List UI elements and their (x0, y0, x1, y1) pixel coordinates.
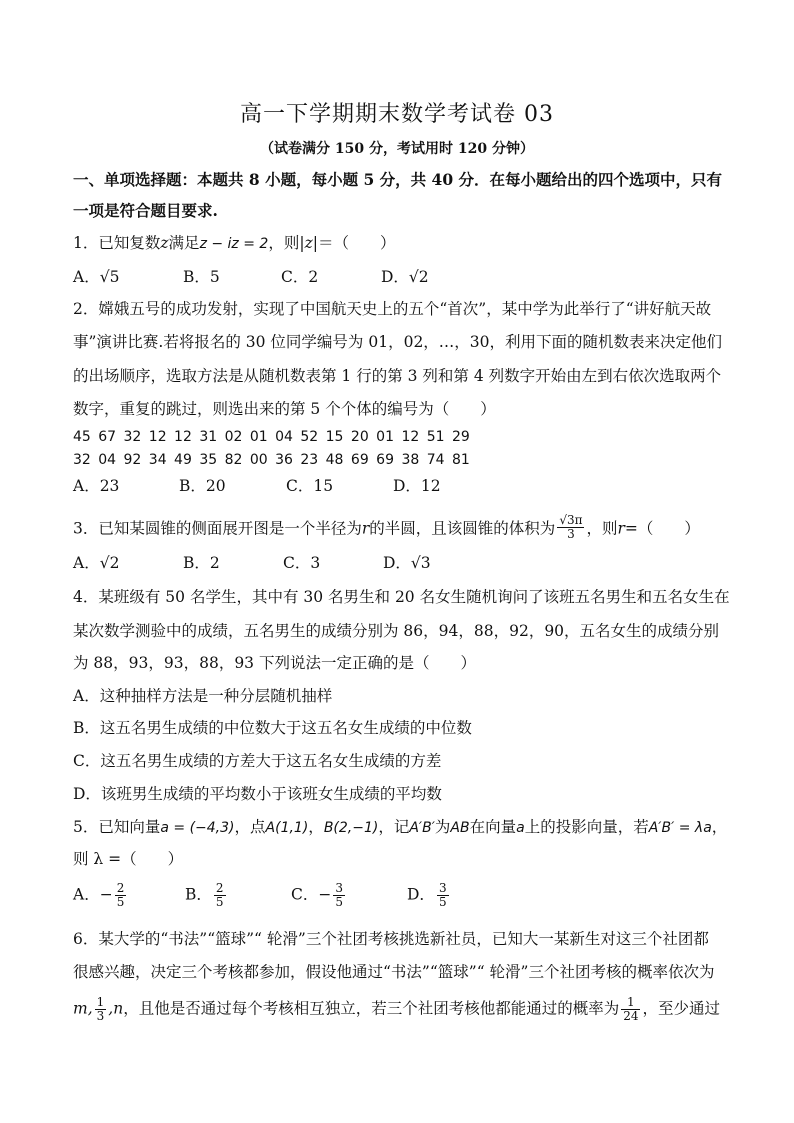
q5-relation: A′B′ = λa (648, 820, 712, 836)
question-6-line1: 6．某大学的“书法”“篮球”“ 轮滑”三个社团考核挑选新社员，已知大一某新生对这三个社团都 (73, 930, 709, 948)
q5-vector-a: a = (−4,3) (160, 820, 235, 836)
q6-var-n: ,n (108, 999, 124, 1018)
q5-c-fraction (333, 882, 345, 909)
section-heading-line2: 一项是符合题目要求. (73, 201, 218, 220)
question-5-stem (73, 820, 727, 836)
q3-text-c: ，则 (586, 519, 618, 538)
q5-vector-a2: a (516, 820, 525, 836)
q3-var-r: r (361, 519, 370, 538)
q6-line3-tail: ，至少通过 (642, 999, 720, 1018)
q2-option-a[interactable]: A．23 (73, 477, 120, 495)
q5-b-den: 5 (215, 895, 224, 910)
q6-24-num: 1 (621, 996, 640, 1010)
q5-a-fraction (115, 882, 127, 909)
q2-option-b[interactable]: B．20 (179, 477, 226, 495)
q5-b-label: B． (185, 885, 212, 904)
q5-point-b: B(2,−1) (323, 820, 379, 836)
section-heading-line1: 一、单项选择题：本题共 8 小题，每小题 5 分，共 40 分．在每小题给出的四个选项中，只有 (73, 170, 723, 189)
q1-var-z: z (160, 234, 169, 252)
q6-fraction-third (95, 996, 107, 1023)
q5-option-d[interactable] (407, 882, 451, 909)
q5-d-fraction (437, 882, 449, 909)
question-4-line2: 某次数学测验中的成绩，五名男生的成绩分别为 86，94，88，92，90，五名女生的成绩分别 (73, 622, 720, 640)
q2-option-d[interactable]: D．12 (393, 477, 441, 495)
page-title: 高一下学期期末数学考试卷 03 (240, 102, 554, 127)
q6-third-num: 1 (96, 995, 105, 1009)
question-2-line1: 2．嫦娥五号的成功发射，实现了中国航天史上的五个“首次”，某中学为此举行了“讲好航天故 (73, 300, 712, 318)
q6-third-den: 3 (96, 1009, 105, 1024)
q5-vector-proj: A′B′ (409, 820, 435, 836)
q5-b-num: 2 (215, 881, 224, 895)
q5-vector-ab: AB (450, 820, 470, 836)
q5-option-a[interactable] (73, 882, 128, 909)
question-3-stem (73, 513, 700, 543)
q5-a-sign: − (99, 885, 113, 904)
question-1-stem (73, 236, 395, 252)
q5-option-b[interactable] (185, 882, 228, 909)
q3-option-d[interactable]: D．√3 (383, 554, 431, 572)
q5-c-den: 5 (335, 895, 344, 910)
question-5-line2: 则 λ =（ ） (73, 850, 184, 868)
q1-text-d: ＝（ ） (317, 234, 396, 252)
q6-fraction-24 (621, 996, 640, 1023)
q5-text-g: 上的投影向量，若 (524, 818, 649, 836)
q5-d-den: 5 (438, 895, 447, 910)
q1-option-b[interactable]: B．5 (183, 268, 220, 286)
q5-text-a: 5．已知向量 (73, 818, 161, 836)
q4-option-a[interactable]: A．这种抽样方法是一种分层随机抽样 (73, 687, 333, 705)
q3-frac-num: √3π (559, 513, 583, 527)
q5-text-b: ，点 (234, 818, 266, 836)
q5-text-e: 为 (434, 818, 451, 836)
q1-abs-z: |z| (299, 234, 318, 252)
q3-option-a[interactable]: A．√2 (73, 554, 120, 572)
question-2-line4: 数字，重复的跳过，则选出来的第 5 个个体的编号为（ ） (73, 400, 496, 418)
q3-text-b: 的半圆，且该圆锥的体积为 (369, 519, 556, 538)
random-table-row-2: 32 04 92 34 49 35 82 00 36 23 48 69 69 38 74 81 (73, 452, 470, 468)
random-table-row-1: 45 67 32 12 12 31 02 01 04 52 15 20 01 12 51 29 (73, 429, 470, 445)
question-6-line3 (73, 996, 720, 1023)
q1-text-b: 满足 (168, 234, 200, 252)
q3-option-b[interactable]: B．2 (183, 554, 220, 572)
q5-text-f: 在向量 (469, 818, 517, 836)
q5-a-num: 2 (116, 881, 125, 895)
q5-point-a: A(1,1) (265, 820, 309, 836)
q6-var-m: m, (73, 999, 93, 1018)
q3-text-a: 3．已知某圆锥的侧面展开图是一个半径为 (73, 519, 362, 538)
q1-equation: z − iz = 2 (199, 236, 269, 252)
q3-volume-fraction (557, 514, 584, 541)
q4-option-c[interactable]: C．这五名男生成绩的方差大于这五名女生成绩的方差 (73, 752, 442, 770)
question-4-line1: 4．某班级有 50 名学生，其中有 30 名男生和 20 名女生随机询问了该班五名男生和五名女生在 (73, 588, 730, 606)
q5-option-c[interactable] (291, 882, 347, 909)
q5-c-sign: − (318, 885, 332, 904)
q5-text-d: ，记 (378, 818, 410, 836)
q1-text-a: 1．已知复数 (73, 234, 161, 252)
q5-c-num: 3 (335, 881, 344, 895)
q5-b-fraction (214, 882, 226, 909)
q1-option-d[interactable]: D．√2 (381, 268, 429, 286)
q5-c-label: C． (291, 885, 319, 904)
q3-option-c[interactable]: C．3 (283, 554, 321, 572)
q3-text-e: =（ ） (624, 519, 700, 538)
q5-a-label: A． (73, 885, 100, 904)
q3-var-r2: r (617, 519, 625, 538)
q5-d-num: 3 (438, 881, 447, 895)
q5-text-h: ， (711, 818, 728, 836)
q2-option-c[interactable]: C．15 (286, 477, 334, 495)
q5-d-label: D． (407, 885, 435, 904)
question-2-line2: 事”演讲比赛.若将报名的 30 位同学编号为 01，02，…，30，利用下面的随机数表来决定他们 (73, 333, 723, 351)
question-2-line3: 的出场顺序，选取方法是从随机数表第 1 行的第 3 列和第 4 列数字开始由左到右依次选取两个 (73, 367, 722, 385)
q4-option-b[interactable]: B．这五名男生成绩的中位数大于这五名女生成绩的中位数 (73, 719, 472, 737)
q1-option-c[interactable]: C．2 (281, 268, 319, 286)
question-4-line3: 为 88，93，93，88，93 下列说法一定正确的是（ ） (73, 654, 476, 672)
q5-a-den: 5 (116, 895, 125, 910)
page-subtitle: （试卷满分 150 分，考试用时 120 分钟） (260, 141, 534, 157)
q3-frac-den: 3 (567, 527, 575, 542)
question-6-line2: 很感兴趣，决定三个考核都参加，假设他通过“书法”“篮球”“ 轮滑”三个社团考核的概率依次为 (73, 963, 715, 981)
q4-option-d[interactable]: D．该班男生成绩的平均数小于该班女生成绩的平均数 (73, 785, 442, 803)
q6-line3-text: ，且他是否通过每个考核相互独立，若三个社团考核他都能通过的概率为 (123, 999, 620, 1018)
q5-text-c: ， (308, 818, 324, 836)
q6-24-den: 24 (623, 1009, 639, 1024)
q1-text-c: ，则 (268, 234, 300, 252)
q1-option-a[interactable]: A．√5 (73, 268, 120, 286)
